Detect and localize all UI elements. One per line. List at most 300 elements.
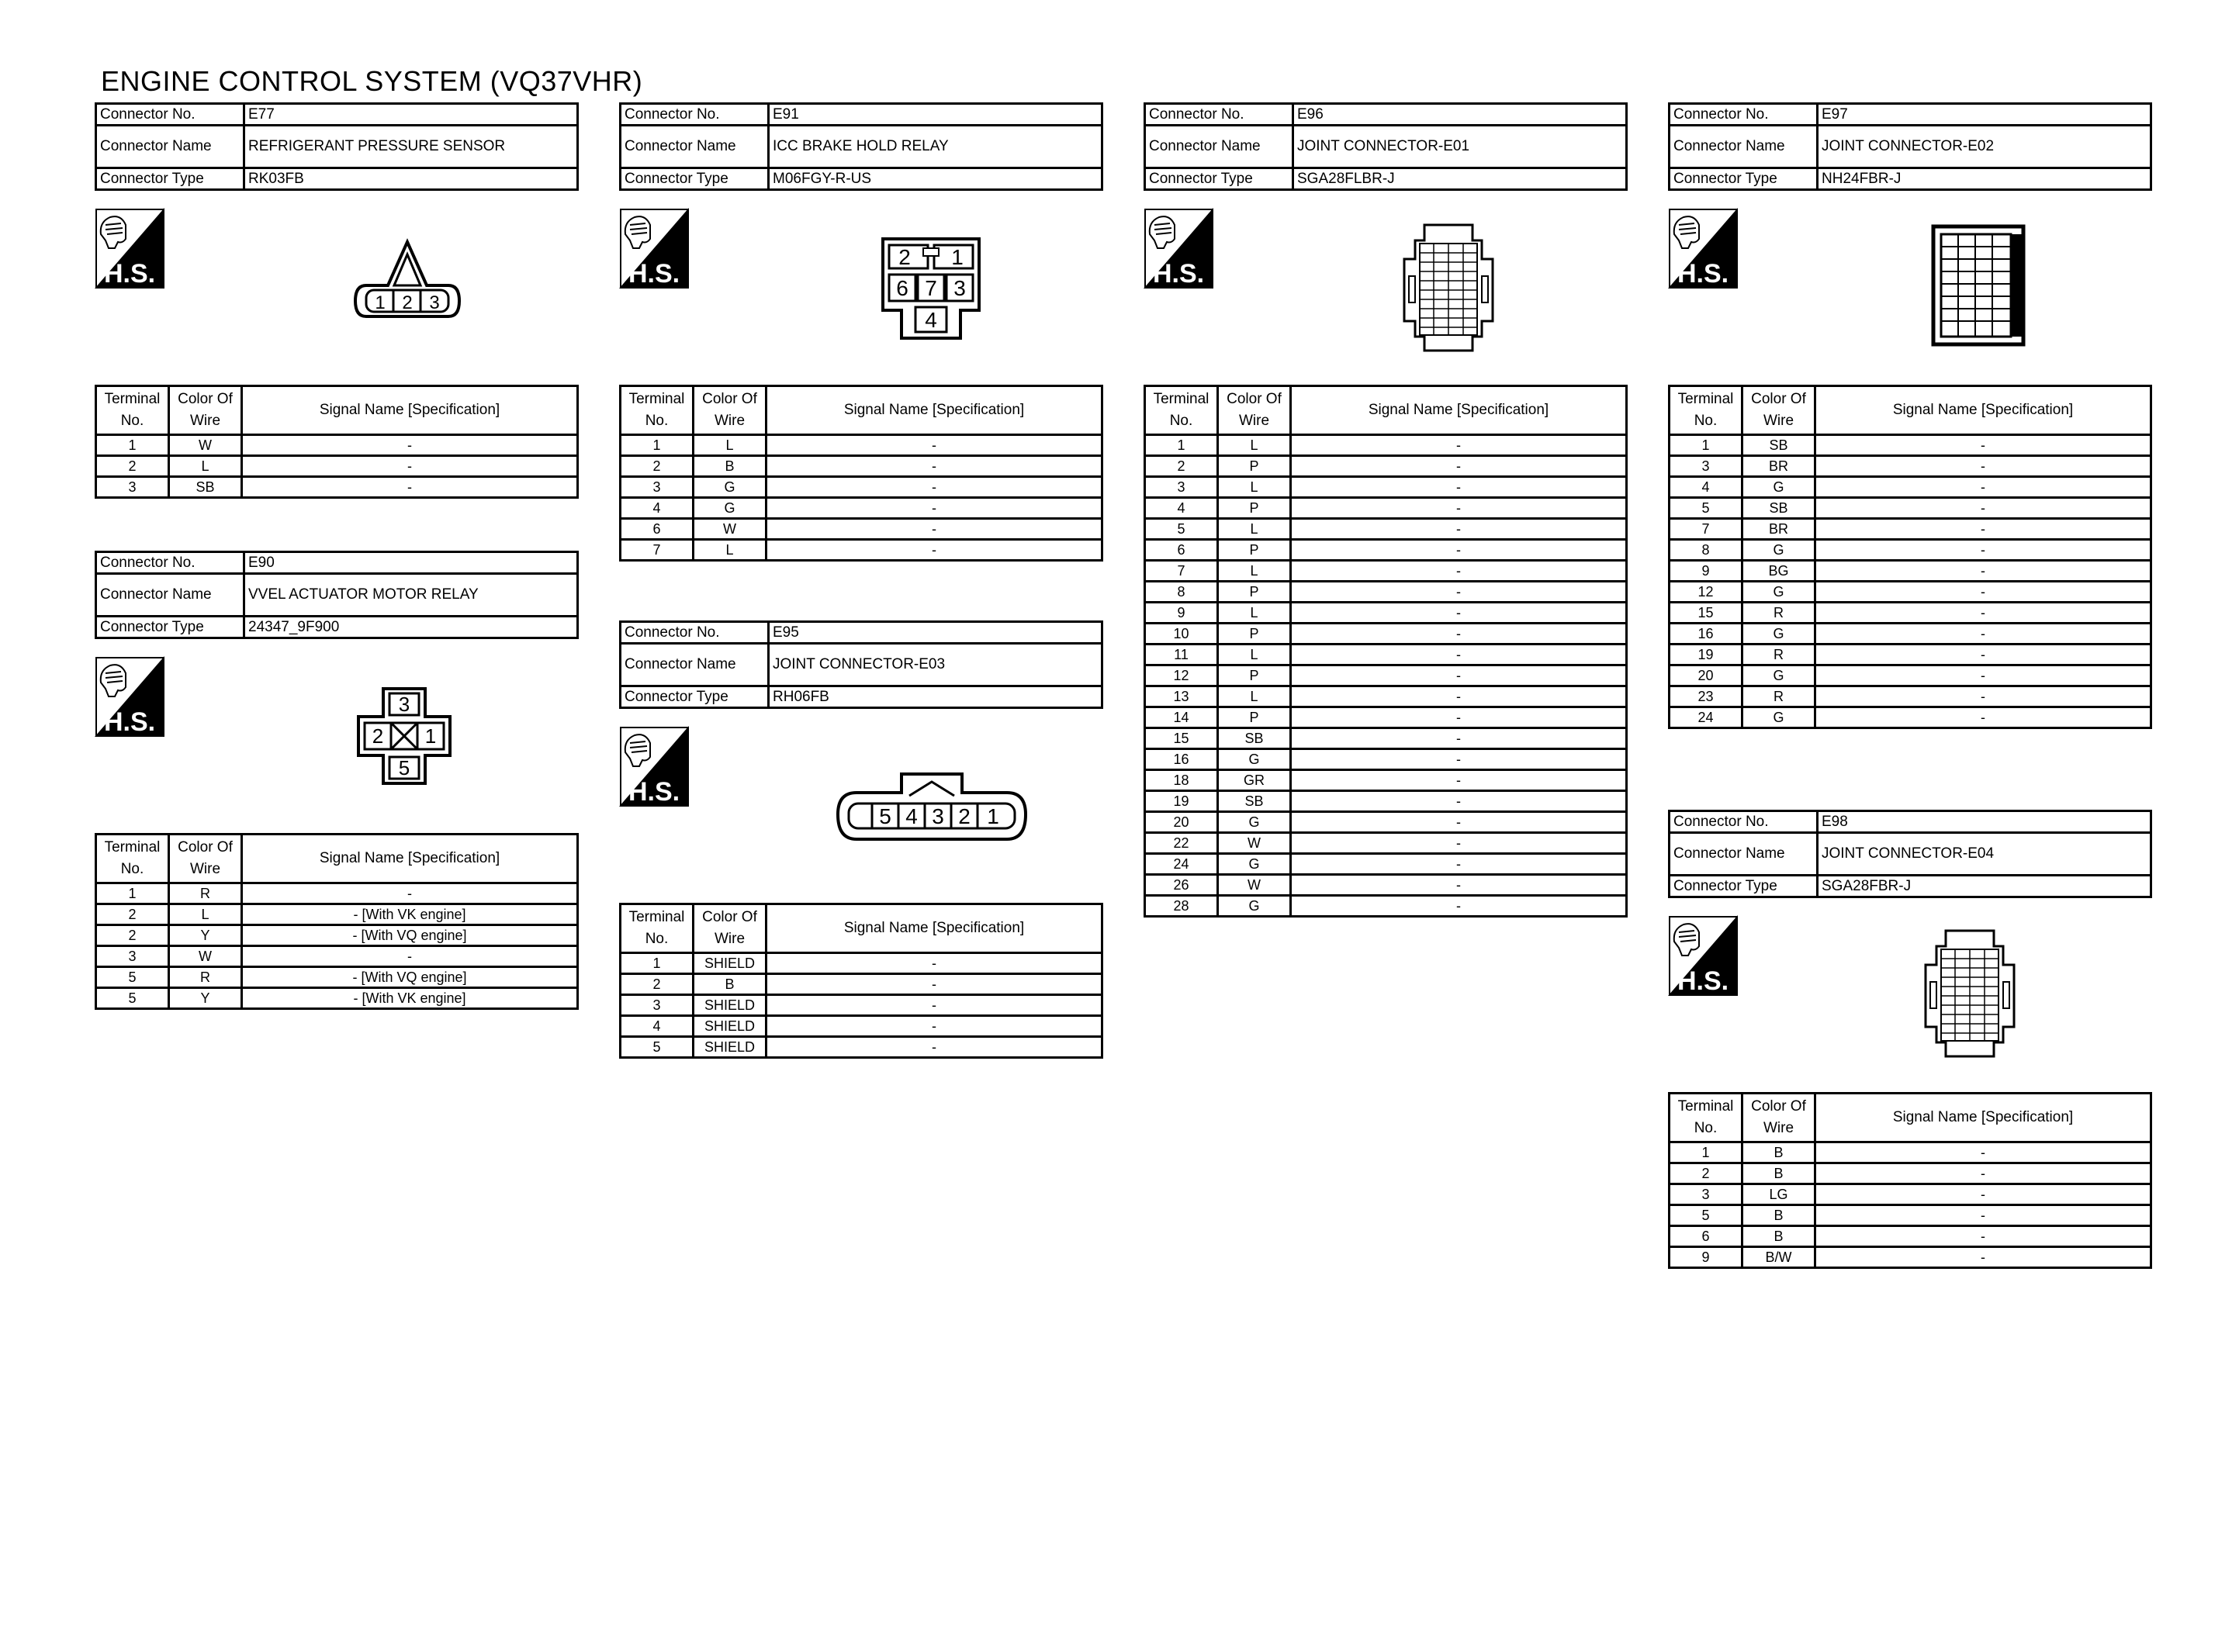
- hs-label: H.S.: [103, 259, 156, 289]
- signal-name: -: [767, 435, 1102, 456]
- terminal-no: 1: [1670, 1142, 1742, 1163]
- terminal-no: 9: [1670, 561, 1742, 582]
- wire-color: G: [694, 477, 767, 498]
- hand-icon: [101, 665, 126, 696]
- signal-name: -: [1815, 561, 2151, 582]
- table-row: [1670, 665, 2151, 686]
- wire-color: B: [694, 456, 767, 477]
- wire-color: BR: [1742, 519, 1815, 540]
- signal-name-header: Signal Name [Specification]: [767, 904, 1102, 953]
- table-row: [1145, 707, 1627, 728]
- wire-color: B: [694, 974, 767, 995]
- wire-color: GR: [1218, 770, 1291, 791]
- table-row: [1670, 1163, 2151, 1184]
- table-row: [621, 498, 1102, 519]
- connector-name-value: VVEL ACTUATOR MOTOR RELAY: [244, 574, 578, 617]
- table-row: [1145, 477, 1627, 498]
- signal-name: -: [1291, 665, 1627, 686]
- wire-color: R: [169, 883, 242, 904]
- hand-icon: [625, 216, 650, 248]
- table-row: [1145, 749, 1627, 770]
- terminal-no: 8: [1145, 582, 1218, 603]
- harness-side-icon: [1668, 208, 1738, 289]
- connector-e91: [619, 102, 1103, 191]
- connector-header-table: [95, 102, 579, 191]
- terminal-table-wrap: [1144, 385, 1628, 918]
- pin-4: 4: [925, 308, 937, 332]
- signal-name: -: [1815, 1184, 2151, 1205]
- hand-icon: [1674, 924, 1699, 956]
- wire-color: W: [1218, 875, 1291, 896]
- connector-e77: [95, 102, 579, 191]
- signal-name-header: Signal Name [Specification]: [242, 835, 578, 883]
- connector-header-table: [619, 102, 1103, 191]
- terminal-no: 6: [621, 519, 694, 540]
- pin-1: 1: [375, 292, 386, 313]
- connector-e98: [1668, 810, 2152, 898]
- wire-color: P: [1218, 540, 1291, 561]
- hand-icon: [1150, 216, 1175, 248]
- terminal-no: 1: [1670, 435, 1742, 456]
- signal-name: -: [1291, 812, 1627, 833]
- wire-color: SHIELD: [694, 1037, 767, 1058]
- pin-5: 5: [398, 756, 410, 779]
- wire-color: L: [1218, 561, 1291, 582]
- wire-color-header: Color Of Wire: [169, 386, 242, 435]
- table-row: [96, 967, 578, 988]
- terminal-no-header: Terminal No.: [1670, 1094, 1742, 1142]
- terminal-no: 5: [1145, 519, 1218, 540]
- signal-name: -: [1815, 707, 2151, 728]
- wire-color: SB: [1218, 728, 1291, 749]
- signal-name: -: [242, 477, 578, 498]
- terminal-no: 2: [96, 925, 169, 946]
- wire-color: L: [1218, 477, 1291, 498]
- terminal-no: 6: [1145, 540, 1218, 561]
- pin-3: 3: [953, 276, 966, 300]
- wire-color: W: [1218, 833, 1291, 854]
- pin-6: 6: [896, 276, 908, 300]
- wire-color-header: Color Of Wire: [169, 835, 242, 883]
- wire-color: P: [1218, 665, 1291, 686]
- pin-2: 2: [958, 804, 971, 828]
- wire-color: G: [1742, 665, 1815, 686]
- terminal-no: 10: [1145, 624, 1218, 645]
- terminal-no-header: Terminal No.: [96, 835, 169, 883]
- harness-side-icon: [1668, 915, 1738, 996]
- table-row: [1670, 1205, 2151, 1226]
- terminal-no: 24: [1670, 707, 1742, 728]
- wire-color: G: [694, 498, 767, 519]
- wire-color: B: [1742, 1163, 1815, 1184]
- wire-color: SHIELD: [694, 1016, 767, 1037]
- signal-name-header: Signal Name [Specification]: [1291, 386, 1627, 435]
- wire-color-header: Color Of Wire: [1218, 386, 1291, 435]
- terminal-no-header: Terminal No.: [96, 386, 169, 435]
- connector-type-label: Connector Type: [1145, 168, 1293, 190]
- signal-name: -: [1815, 1142, 2151, 1163]
- signal-name: - [With VK engine]: [242, 904, 578, 925]
- signal-name: -: [1815, 665, 2151, 686]
- signal-name: -: [1291, 770, 1627, 791]
- table-row: [1145, 896, 1627, 917]
- connector-type-label: Connector Type: [1670, 876, 1818, 897]
- terminal-no: 2: [621, 974, 694, 995]
- wire-color: L: [694, 435, 767, 456]
- pin-2: 2: [898, 245, 911, 269]
- pin-3: 3: [398, 693, 410, 716]
- signal-name: -: [242, 456, 578, 477]
- terminal-no: 3: [96, 946, 169, 967]
- harness-side-icon: [619, 208, 689, 289]
- table-row: [1670, 1142, 2151, 1163]
- signal-name: -: [1815, 624, 2151, 645]
- terminal-table: [95, 833, 579, 1010]
- signal-name: -: [767, 456, 1102, 477]
- terminal-no: 4: [1670, 477, 1742, 498]
- table-row: [1670, 498, 2151, 519]
- wire-color: P: [1218, 498, 1291, 519]
- connector-diagram-e97: [1930, 223, 2026, 347]
- wire-color: P: [1218, 456, 1291, 477]
- terminal-no: 11: [1145, 645, 1218, 665]
- signal-name: -: [767, 1037, 1102, 1058]
- wire-color: W: [694, 519, 767, 540]
- wire-color: SHIELD: [694, 953, 767, 974]
- wire-color: B: [1742, 1142, 1815, 1163]
- signal-name: -: [1291, 707, 1627, 728]
- terminal-no: 5: [1670, 1205, 1742, 1226]
- terminal-table-wrap: [1668, 1092, 2152, 1269]
- terminal-no: 12: [1145, 665, 1218, 686]
- hand-icon: [625, 734, 650, 766]
- terminal-no: 3: [96, 477, 169, 498]
- wire-color-header: Color Of Wire: [1742, 1094, 1815, 1142]
- terminal-no: 24: [1145, 854, 1218, 875]
- signal-name: -: [1291, 435, 1627, 456]
- wire-color: G: [1742, 477, 1815, 498]
- table-row: [621, 995, 1102, 1016]
- connector-no-label: Connector No.: [96, 552, 244, 574]
- connector-no-value: E90: [244, 552, 578, 574]
- table-row: [1145, 561, 1627, 582]
- table-row: [1670, 561, 2151, 582]
- wire-color-header: Color Of Wire: [1742, 386, 1815, 435]
- table-row: [96, 925, 578, 946]
- signal-name: -: [767, 974, 1102, 995]
- wire-color: B: [1742, 1205, 1815, 1226]
- connector-name-value: ICC BRAKE HOLD RELAY: [769, 126, 1102, 168]
- terminal-no: 15: [1670, 603, 1742, 624]
- connector-no-value: E77: [244, 104, 578, 126]
- terminal-no: 3: [1670, 456, 1742, 477]
- connector-diagram-e91: [880, 236, 982, 341]
- signal-name-header: Signal Name [Specification]: [1815, 386, 2151, 435]
- terminal-no: 18: [1145, 770, 1218, 791]
- connector-type-value: RH06FB: [769, 686, 1102, 708]
- terminal-no: 2: [621, 456, 694, 477]
- signal-name-header: Signal Name [Specification]: [767, 386, 1102, 435]
- table-row: [1145, 728, 1627, 749]
- wire-color: BR: [1742, 456, 1815, 477]
- terminal-table-wrap: [1668, 385, 2152, 729]
- table-row: [621, 435, 1102, 456]
- terminal-no: 20: [1145, 812, 1218, 833]
- terminal-no: 3: [1670, 1184, 1742, 1205]
- signal-name: -: [1815, 1163, 2151, 1184]
- connector-type-value: NH24FBR-J: [1818, 168, 2151, 190]
- table-row: [1145, 875, 1627, 896]
- table-row: [1670, 707, 2151, 728]
- table-row: [621, 953, 1102, 974]
- signal-name: -: [1291, 686, 1627, 707]
- wire-color: LG: [1742, 1184, 1815, 1205]
- table-row: [621, 540, 1102, 561]
- wire-color: G: [1742, 624, 1815, 645]
- harness-side-icon: [1144, 208, 1213, 289]
- wire-color-header: Color Of Wire: [694, 904, 767, 953]
- signal-name: -: [1291, 896, 1627, 917]
- wire-color: Y: [169, 988, 242, 1009]
- signal-name: -: [1815, 1247, 2151, 1268]
- terminal-table: [95, 385, 579, 499]
- pin-1: 1: [951, 245, 964, 269]
- terminal-no: 1: [96, 883, 169, 904]
- hs-label: H.S.: [1677, 259, 1729, 289]
- table-row: [1670, 456, 2151, 477]
- connector-type-value: SGA28FBR-J: [1818, 876, 2151, 897]
- terminal-no: 4: [621, 498, 694, 519]
- wire-color: G: [1218, 854, 1291, 875]
- connector-e95: [619, 620, 1103, 709]
- table-row: [1145, 686, 1627, 707]
- terminal-no: 1: [1145, 435, 1218, 456]
- connector-diagram-e77: [349, 237, 465, 327]
- connector-name-value: JOINT CONNECTOR-E02: [1818, 126, 2151, 168]
- wire-color: R: [1742, 603, 1815, 624]
- table-row: [1670, 477, 2151, 498]
- hs-label: H.S.: [628, 259, 680, 289]
- terminal-table: [1668, 1092, 2152, 1269]
- pin-5: 5: [879, 804, 891, 828]
- wire-color: L: [694, 540, 767, 561]
- signal-name: -: [1815, 1226, 2151, 1247]
- wire-color: L: [1218, 435, 1291, 456]
- terminal-no-header: Terminal No.: [621, 386, 694, 435]
- connector-name-label: Connector Name: [96, 126, 244, 168]
- terminal-table: [1668, 385, 2152, 729]
- table-row: [1145, 665, 1627, 686]
- table-row: [1145, 519, 1627, 540]
- signal-name: -: [1291, 875, 1627, 896]
- table-row: [1145, 435, 1627, 456]
- terminal-table-wrap: [619, 903, 1103, 1059]
- signal-name-header: Signal Name [Specification]: [242, 386, 578, 435]
- hand-icon: [1674, 216, 1699, 248]
- table-row: [1145, 540, 1627, 561]
- connector-name-value: JOINT CONNECTOR-E01: [1293, 126, 1627, 168]
- connector-no-label: Connector No.: [96, 104, 244, 126]
- connector-name-label: Connector Name: [1145, 126, 1293, 168]
- wire-color: G: [1218, 812, 1291, 833]
- table-row: [1670, 603, 2151, 624]
- terminal-no: 13: [1145, 686, 1218, 707]
- table-row: [1145, 582, 1627, 603]
- connector-name-label: Connector Name: [1670, 833, 1818, 876]
- connector-no-label: Connector No.: [1145, 104, 1293, 126]
- pin-2: 2: [402, 292, 413, 313]
- connector-no-value: E97: [1818, 104, 2151, 126]
- connector-name-label: Connector Name: [621, 644, 769, 686]
- wire-color: SB: [1742, 435, 1815, 456]
- signal-name: -: [1291, 603, 1627, 624]
- wire-color-header: Color Of Wire: [694, 386, 767, 435]
- table-row: [1145, 498, 1627, 519]
- table-row: [1145, 854, 1627, 875]
- terminal-no: 4: [621, 1016, 694, 1037]
- wire-color: BG: [1742, 561, 1815, 582]
- terminal-no: 7: [1670, 519, 1742, 540]
- table-row: [1670, 540, 2151, 561]
- connector-no-label: Connector No.: [1670, 811, 1818, 833]
- signal-name: -: [242, 883, 578, 904]
- terminal-no: 5: [1670, 498, 1742, 519]
- wire-color: R: [169, 967, 242, 988]
- wire-color: B: [1742, 1226, 1815, 1247]
- hs-label: H.S.: [1677, 966, 1729, 996]
- wire-color: SHIELD: [694, 995, 767, 1016]
- connector-name-value: JOINT CONNECTOR-E03: [769, 644, 1102, 686]
- connector-no-label: Connector No.: [1670, 104, 1818, 126]
- pin-1: 1: [424, 724, 437, 748]
- hand-icon: [101, 216, 126, 248]
- connector-header-table: [1144, 102, 1628, 191]
- connector-no-value: E98: [1818, 811, 2151, 833]
- terminal-no: 6: [1670, 1226, 1742, 1247]
- wire-color: B/W: [1742, 1247, 1815, 1268]
- table-row: [96, 904, 578, 925]
- terminal-no: 5: [96, 988, 169, 1009]
- table-row: [1670, 1226, 2151, 1247]
- terminal-no: 8: [1670, 540, 1742, 561]
- signal-name: -: [1291, 728, 1627, 749]
- signal-name: - [With VK engine]: [242, 988, 578, 1009]
- terminal-no: 7: [1145, 561, 1218, 582]
- connector-header-table: [1668, 810, 2152, 898]
- terminal-no: 2: [1145, 456, 1218, 477]
- terminal-no: 4: [1145, 498, 1218, 519]
- connector-type-label: Connector Type: [621, 686, 769, 708]
- wire-color: L: [169, 904, 242, 925]
- terminal-no: 19: [1670, 645, 1742, 665]
- page-title: ENGINE CONTROL SYSTEM (VQ37VHR): [101, 65, 643, 97]
- connector-type-label: Connector Type: [96, 168, 244, 190]
- wire-color: Y: [169, 925, 242, 946]
- signal-name: -: [1815, 603, 2151, 624]
- terminal-no: 14: [1145, 707, 1218, 728]
- signal-name: -: [1291, 645, 1627, 665]
- connector-type-label: Connector Type: [1670, 168, 1818, 190]
- connector-diagram-e98: [1922, 928, 2017, 1059]
- connector-type-value: SGA28FLBR-J: [1293, 168, 1627, 190]
- pin-7: 7: [925, 276, 937, 300]
- terminal-no-header: Terminal No.: [1145, 386, 1218, 435]
- terminal-no-header: Terminal No.: [1670, 386, 1742, 435]
- wire-color: SB: [1742, 498, 1815, 519]
- connector-name-value: JOINT CONNECTOR-E04: [1818, 833, 2151, 876]
- terminal-no-header: Terminal No.: [621, 904, 694, 953]
- signal-name: - [With VQ engine]: [242, 925, 578, 946]
- signal-name: -: [1291, 791, 1627, 812]
- hs-label: H.S.: [628, 777, 680, 807]
- signal-name: - [With VQ engine]: [242, 967, 578, 988]
- table-row: [1145, 812, 1627, 833]
- terminal-table-wrap: [619, 385, 1103, 562]
- signal-name: -: [767, 519, 1102, 540]
- wire-color: P: [1218, 624, 1291, 645]
- table-row: [96, 456, 578, 477]
- terminal-table-wrap: [95, 385, 579, 499]
- signal-name: -: [767, 1016, 1102, 1037]
- signal-name: -: [1291, 519, 1627, 540]
- wire-color: R: [1742, 686, 1815, 707]
- connector-type-value: 24347_9F900: [244, 617, 578, 638]
- signal-name: -: [1291, 456, 1627, 477]
- table-row: [96, 477, 578, 498]
- signal-name: -: [1815, 519, 2151, 540]
- signal-name: -: [1815, 477, 2151, 498]
- hs-label: H.S.: [1152, 259, 1205, 289]
- signal-name: -: [1815, 686, 2151, 707]
- table-row: [621, 477, 1102, 498]
- wire-color: L: [1218, 645, 1291, 665]
- connector-name-label: Connector Name: [96, 574, 244, 617]
- table-row: [621, 1037, 1102, 1058]
- terminal-no: 9: [1145, 603, 1218, 624]
- table-row: [96, 988, 578, 1009]
- signal-name-header: Signal Name [Specification]: [1815, 1094, 2151, 1142]
- terminal-no: 2: [96, 456, 169, 477]
- table-row: [621, 519, 1102, 540]
- terminal-no: 2: [96, 904, 169, 925]
- terminal-no: 1: [96, 435, 169, 456]
- connector-name-label: Connector Name: [1670, 126, 1818, 168]
- wire-color: G: [1218, 896, 1291, 917]
- connector-no-label: Connector No.: [621, 104, 769, 126]
- pin-2: 2: [372, 724, 384, 748]
- terminal-no: 16: [1145, 749, 1218, 770]
- connector-no-value: E95: [769, 622, 1102, 644]
- table-row: [1145, 770, 1627, 791]
- connector-diagram-e90: [355, 686, 453, 786]
- wire-color: P: [1218, 707, 1291, 728]
- terminal-no: 20: [1670, 665, 1742, 686]
- terminal-table-wrap: [95, 833, 579, 1010]
- connector-e90: [95, 551, 579, 639]
- signal-name: -: [1291, 561, 1627, 582]
- connector-header-table: [1668, 102, 2152, 191]
- connector-type-value: M06FGY-R-US: [769, 168, 1102, 190]
- signal-name: -: [1291, 498, 1627, 519]
- terminal-no: 3: [621, 995, 694, 1016]
- connector-e96: [1144, 102, 1628, 191]
- wire-color: R: [1742, 645, 1815, 665]
- signal-name: -: [767, 540, 1102, 561]
- terminal-no: 5: [96, 967, 169, 988]
- table-row: [1670, 645, 2151, 665]
- connector-header-table: [95, 551, 579, 639]
- signal-name: -: [1815, 456, 2151, 477]
